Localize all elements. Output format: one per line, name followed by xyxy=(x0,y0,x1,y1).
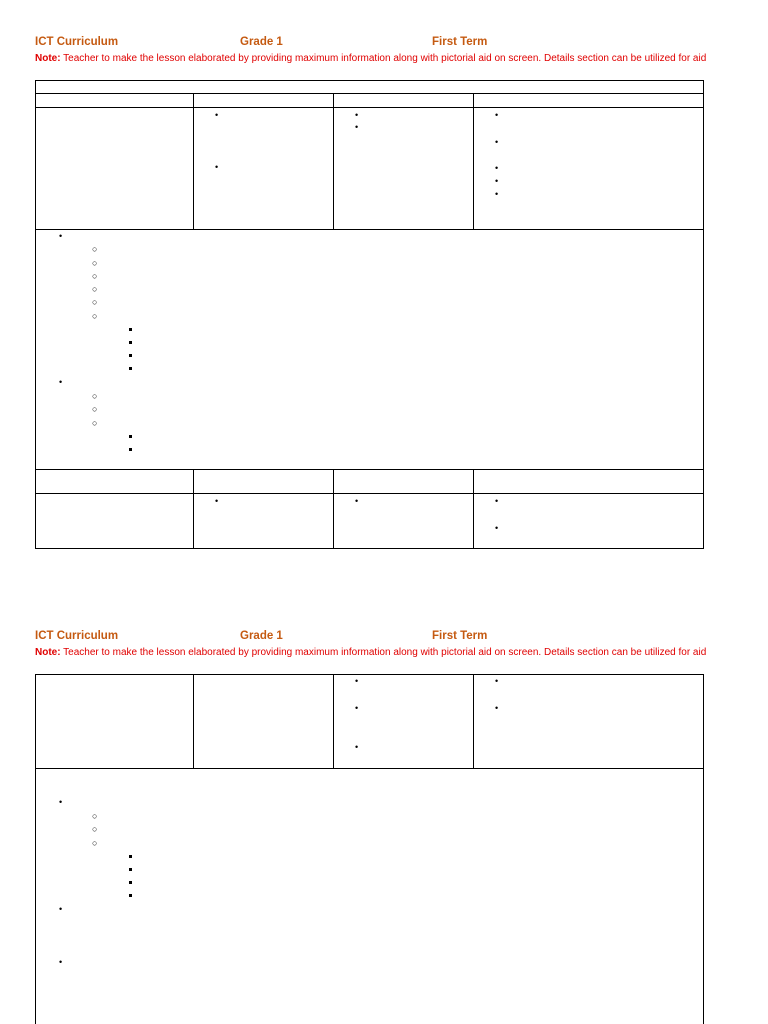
list-item: • xyxy=(355,676,359,686)
sub-sub-list-item xyxy=(129,881,132,884)
sub-list-item: ○ xyxy=(92,418,98,428)
list-item: • xyxy=(495,137,499,147)
list-item: • xyxy=(355,742,359,752)
list-item: • xyxy=(215,496,219,506)
page2-header xyxy=(0,630,768,646)
sub-list-item: ○ xyxy=(92,404,98,414)
sub-sub-list-item xyxy=(129,328,132,331)
sub-sub-list-item xyxy=(129,448,132,451)
sub-list-item: ○ xyxy=(92,391,98,401)
list-item: • xyxy=(215,162,219,172)
list-item: • xyxy=(59,797,63,807)
sub-list-item: ○ xyxy=(92,284,98,294)
list-item: • xyxy=(59,231,63,241)
page2-note xyxy=(35,647,725,658)
curriculum-title: ICT Curriculum xyxy=(35,630,119,642)
list-item: • xyxy=(495,163,499,173)
sub-sub-list-item xyxy=(129,855,132,858)
sub-list-item: ○ xyxy=(92,244,98,254)
list-item: • xyxy=(495,496,499,506)
sub-sub-list-item xyxy=(129,868,132,871)
list-item: • xyxy=(355,110,359,120)
term-label: First Term xyxy=(432,630,488,642)
list-item: • xyxy=(59,957,63,967)
sub-sub-list-item xyxy=(129,367,132,370)
list-item: • xyxy=(59,377,63,387)
list-item: • xyxy=(59,904,63,914)
list-item: • xyxy=(495,703,499,713)
list-item: • xyxy=(355,122,359,132)
sub-list-item: ○ xyxy=(92,824,98,834)
note-label: Note: xyxy=(35,53,61,64)
page1-header xyxy=(0,36,768,52)
list-item: • xyxy=(355,703,359,713)
page1-note xyxy=(35,53,725,64)
note-text: Teacher to make the lesson elaborated by providing maximum information along with pictorial aid on screen. Details section can be utilized for aid xyxy=(60,53,707,64)
note-label: Note: xyxy=(35,647,61,658)
grade-label: Grade 1 xyxy=(240,36,283,48)
sub-sub-list-item xyxy=(129,435,132,438)
note-text: Teacher to make the lesson elaborated by providing maximum information along with pictorial aid on screen. Details section can be utilized for aid xyxy=(60,647,707,658)
list-item: • xyxy=(495,176,499,186)
list-item: • xyxy=(215,110,219,120)
sub-list-item: ○ xyxy=(92,811,98,821)
sub-list-item: ○ xyxy=(92,838,98,848)
sub-list-item: ○ xyxy=(92,311,98,321)
sub-sub-list-item xyxy=(129,894,132,897)
list-item: • xyxy=(495,110,499,120)
list-item: • xyxy=(495,523,499,533)
term-label: First Term xyxy=(432,36,488,48)
list-item: • xyxy=(495,676,499,686)
curriculum-title: ICT Curriculum xyxy=(35,36,119,48)
sub-list-item: ○ xyxy=(92,258,98,268)
list-item: • xyxy=(355,496,359,506)
sub-list-item: ○ xyxy=(92,271,98,281)
list-item: • xyxy=(495,189,499,199)
sub-sub-list-item xyxy=(129,354,132,357)
grade-label: Grade 1 xyxy=(240,630,283,642)
sub-sub-list-item xyxy=(129,341,132,344)
sub-list-item: ○ xyxy=(92,297,98,307)
